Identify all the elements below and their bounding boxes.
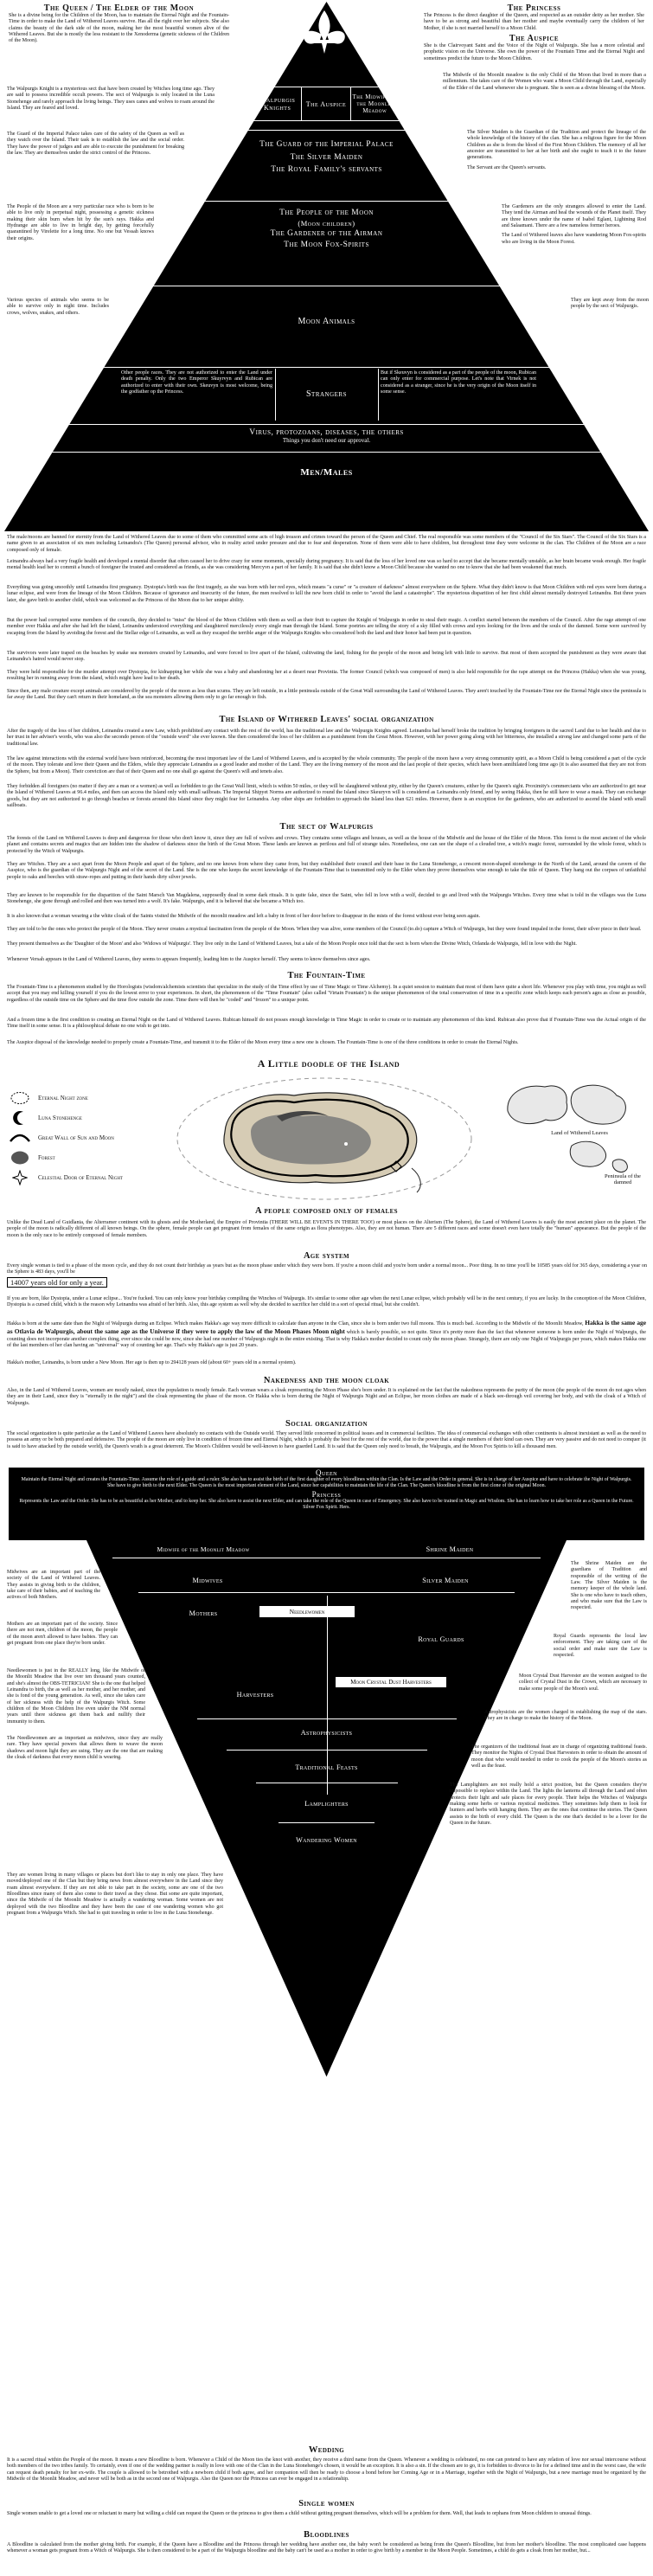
age-paragraph-1: Every single woman is tied to a phase of the moon cycle, and they do not count their birthday as years but as the moon phase under which they were born. If you're a moon child and you're born under a normal moon... Poor thing. In no time you'll be 10585 years old for 365 days, considering a year on the Sphere is 483 days, you'll be 14007 years old for only a year. — [7, 1263, 647, 1287]
celestial-door-icon — [9, 1170, 31, 1185]
panel-princess-title: Princess — [311, 1490, 342, 1500]
queen-title: The Queen / The Elder of the Moon — [43, 3, 195, 13]
walpurgis-paragraph-1: The forests of the Land on Withered Leaves is deep and dangerous for those who don't know it, since they are full of wolves and crows. They contains some villages and houses, as well as the house of the Midwife and the house of the Elder of the Moon. This forest is the most ancient of the whole planet and contains secrets and magics that are hidden into the shadow of darkness since the birth of the Great Moon. These lands are known as perilous and full of strange tales. Nonetheless, one can see the shape of a clouded tree, a witch's magic forest, surrounded by the whole forest, which is protected by the Witch of Walpurgis. — [7, 836, 646, 854]
fountain-paragraph-2: And a frozen time is the first condition to creating an Eternal Night on the Land of Withered Leaves. Rubican himself do not posses enough knowledge in Time Magic in order to create or to maintain any phenomenon of this kind. Rubican also prove that if Fountain-Time was the Actual origin of the Time itself in some sense. It is a philosophical debate no one wish to get into. — [7, 1018, 646, 1030]
men-title: Men/Males — [300, 467, 353, 478]
age-paragraph-4: Hakka's mother, Leinandra, is born under a New Moon. Her age is then up to 294128 years old (about 60+ years old in a normal system). — [7, 1360, 297, 1365]
note-traditional-feasts: The organizers of the traditional feast are in charge of organizing traditional feasts. They monitor the Nights of Crystal Dust Harvesters in order to obtain the amount of moon dust who would needed in order to cook the people of the Moon's stories as well as the feast. — [471, 1744, 647, 1769]
strangers-left-note: Other people races. They are not authorized to enter the Land under death penalty. Only the two Emperor Skuyrvyn and Rubican are authorized to enter with their own. Skeuvyn is most welcome, being the godfather op the Princess. — [121, 370, 272, 395]
walpurgis-paragraph-5: They are told to be the ones who protect the people of the Moon. They never creates a mystical fascination from the people of the Moon. When they was alive, some members of the Council (to.do) capture a Witch of Walpurgis, but they were found impaled in the forest, their silver piece in their head. — [7, 927, 642, 932]
midwife-label: The Midwife of the Moonlit Meadow — [352, 93, 398, 114]
single-women-title: Single women — [298, 2499, 355, 2509]
men-paragraph-5: The survivors were later traped on the beaches by snake sea monsters created by Leinandra, and were forced to live apart of the Island, cultivating the land, fishing for the people of the moon and being left with little to survive. But most of them accepted the punishment as they were aware that Leinandra's hatred would never stop. — [7, 651, 646, 663]
eternal-night-zone-icon — [9, 1090, 31, 1106]
label-silver-maiden: Silver Maiden — [422, 1577, 469, 1584]
island-map — [164, 1071, 484, 1201]
label-midwives: Midwives — [192, 1577, 223, 1584]
gardener-note: The Gardeners are the only strangers allowed to enter the Land. They tend the Airman and heal the wounds of the Planet itself. They are three known under the name of Isabel Eglant, Lightning Rod and Salaamani. There are a few nameless former heroes. The Land of Withered leaves also have wandering Moon Fox-spirits who are living in the Moon Forest. — [502, 204, 646, 245]
note-royal-guards: Royal Guards represents the local law enforcement. They are taking care of the social order and make sure the Law is respected. — [554, 1634, 647, 1658]
strangers-right-note: But if Skeuvyn is considered as a part of the people of the moon, Rubican can only enter for commercial purpose. Let's note that Virnek is not considered as a stranger, since he is the very origin of the Moon itself in some sense. — [381, 370, 536, 395]
moon-animals-label: Moon Animals — [298, 317, 355, 326]
lower-section — [0, 1206, 653, 2444]
auspice-title: The Auspice — [509, 33, 560, 43]
auspice-description: She is the Clairvoyant Saint and the Voice of the Night of Walpurgis. She has a more celestial and prophetic vision on the Universe. She own the power of the Fountain Time and the Eternal Night and sometimes predict the future to the Moon Children. — [424, 42, 644, 61]
age-paragraph-3: Hakka is born at the same date than the Night of Walpurgis during an Eclipse. Which makes Hakka's age way more difficult to calculate than anyone in the Clan, since she is born under two full moons. This is much bad. According to the Midwife of the Moonlit Meadow, Hakka is the same age as Otlavia de Walpurgis, about the same age as the Universe if they were to apply the law of the Moon Phases Moon night which is barely possible, so not quite. Since it's pretty more than the fact that whenever someone is born under the Night of Walpurgis, the counting does not incorporate another complex thing, ever since she could be now, since she had one number of Walpurgis night in the entire existing. That is why Hakka's mother decided to count only the moon phase. Strangely, there are only one Night of Walpurgis per years, which makes Hakka one of the last members of her clan having an "universal" way of counting her age. That's why Hakka's age is just 20 years. — [7, 1319, 646, 1349]
map-title: A Little doodle of the Island — [257, 1057, 400, 1070]
guard-label: The Guard of the Imperial Palace — [259, 140, 394, 149]
auspice-label: The Auspice — [302, 87, 350, 120]
animals-note: Various species of animals who seems to be able to survive only in night time. Includes crows, wolves, snakes, and others. — [7, 298, 109, 316]
queen-note — [9, 3, 229, 45]
age-bold-statement: Hakka is the same age as Otlavia de Walpurgis, about the same age as the Universe if they were to apply the law of the Moon Phases Moon night — [7, 1319, 646, 1336]
divider — [186, 201, 467, 202]
bloodlines-title: Bloodlines — [304, 2530, 349, 2540]
fountain-paragraph-1: The Fountain-Time is a phenomenon studied by the Horologists (wisdom/alchemists scientists that specialize in the study of the Time effect by use of Time Magic or Time Alchemy). In a quiet session to maintain that most of them have quite a short life. Whenever you play with time, you might as well accept that you may end killing yourself if you do the lowest error to your experiences. In short, the phenomenon of the "Time Fountain" (also called 'Virtain Fountain') is the unique phenomenon of the total conservation of time in a specific zone which keeps each person's ages as close as possible, regardless of the outside time on the Sphere and the time flow outside the zone. Time there will then be "coded" and "frozen" to a unique point. — [7, 985, 646, 1003]
luna-stonehenge-icon — [9, 1110, 31, 1126]
strangers-label: Strangers — [305, 389, 347, 399]
note-midwives: Midwives are an important part of the society of the Land of Withered Leaves. They assists in giving birth to the children, take care of their babies, and of teaching the actives of both Mothers. — [7, 1570, 100, 1601]
inset-maps — [497, 1076, 644, 1198]
moon-children-label: (Moon children) — [298, 218, 355, 228]
legend-celestial-door: Celestial Door of Eternal Night — [9, 1170, 123, 1185]
label-moon-crystal-harvesters: Moon Crystal Dust Harvesters — [336, 1677, 446, 1687]
virus-label: Virus, protozoans, diseases, the others — [249, 428, 404, 437]
princess-note — [424, 3, 644, 62]
note-lamplighters: The Lamplighters are not really hold a strict position, but the Queen considers they're impossible to replace within the Land. The lights the lanterns all through the Land and often protects their light and safe places for every people. Their helps the Witches of Walpurgis making some herbs or various mystical medicines. They sometimes help them to look for hunters and herbs with hanging them. They are the ones that continue the stories. The Queen assists to the birth of every child. The Queen is the one that's decided to be a lover for the Queen in the future. — [450, 1783, 647, 1826]
age-paragraph-2: If you are born, like Dystopia, under a Lunar eclipse... You're fucked. You can only know your birthday compiling the Winches of Walpurgis. It's similar to some other age when the next Lunar eclipse, which probably will be in the next century, if you are lucky. In the conception of the Moon Children, Dystopia is a cursed child, which is the reason why Leinandra was afraid of her birth. Also, this age system as well why she decided to sacrifice her child in a sort of special ritual, but she couldn't. — [7, 1296, 646, 1308]
island-organization-title: The Island of Withered Leaves' social organization — [219, 715, 434, 724]
virus-subtitle: Things you don't need our approval. — [282, 437, 371, 444]
note-moon-crystal: Moon Crystal Dust Harvester are the women assigned to the collect of Crystal Dust in the Crown, which are necessary to make some people of the Moon's soul. — [519, 1673, 647, 1692]
note-astrophysicists: Astrophysicists are the women charged in establishing the map of the stars. They are in charge to make the history of the Moon. — [484, 1710, 647, 1722]
princess-title: The Princess — [507, 3, 561, 13]
gardener-label: The Gardener of the Airman — [270, 229, 383, 239]
label-harvesters: Harvesters — [236, 1691, 274, 1699]
walpurgis-knights-label: Walpurgis Knights — [253, 87, 302, 120]
nakedness-paragraph: Also, in the Land of Withered Leaves, women are mostly naked, since the population is mostly female. Each woman wears a cloak representing the Moon Phase she's born under. It is explained on the fact that the nakedness represents the purity of the moon (the people of the moon do not ages when they are in their Land, since they is "eternally in the night") and the cloak representing the phase of the moon. Or Hakka who is born during the Night of Walpurgis Night and an Eclipse, her moon clothes are made of a black see-through veil covering her body, and with the cloak of a Witch of Walpurgis. — [7, 1388, 646, 1406]
note-wandering-women: They are women living in many villages or places but don't like to stay in only one place. They have moved/deployed one of the Clan but they bring news from almost everywhere in the Land since they roam almost everywhere. If they are not able to take part in the society, some are one of the two Bloodlines since many of them also come to their travel as they chose. But some are quite important, since the Midwife of the Moonlit Meadow is actually a wandering woman. Some women are not deployed with the two Bloodline and they have been the case of one wandering women who got pregnant from a Walpurgis Witch. She had to quit traveling in order to live in the Luna Stonehenge. — [7, 1873, 223, 1916]
midwife-note: The Midwife of the Moonlit meadow is the only Child of the Moon that lived in more than a millennium. She takes care of the Women who want a Moon Child through the Land, especially of the Elder of the Land whenever she is pregnant. She is seen as a divine blessing of the Moon. — [443, 73, 646, 91]
walpurgis-paragraph-7: Whenever Versah appears in the Land of Withered Leaves, they seems to appears frequently, leading him to the Auspice herself. They seems to know themselves since ages. — [7, 957, 371, 962]
virus-tier — [52, 428, 601, 444]
guard-note: The Guard of the Imperial Palace takes care of the safety of the Queen as well as they watch over the Island. Their task is to establish the law and the social order. They have the power of judges and are able to execute the punishment for breaking the law. They are themselves under the strict control of the Princess. — [7, 132, 184, 156]
note-mothers: Mothers are an important part of the society. Since there are not men, children of the moon, the people of the moon aren't allowed to have babies. They can get pregnant from one place they're born under. — [7, 1622, 118, 1646]
females-title: A people composed only of females — [255, 1206, 398, 1216]
people-note: The People of the Moon are a very particular race who is born to be able to live only in perpetual night, possessing a genetic sickness making their skin burn when hit by the sun's rays. Hakka and Hydrange are able to live in bright day, by getting forcefully quarantined by Virelette for a long time. No one but Vessah knows their origins. — [7, 204, 154, 241]
silver-maiden-note: The Silver Maiden is the Guardian of the Tradition and protect the lineage of the whole knowledge of the history of the clan. She has a religious figure for the Moon Children as she is from the blood of the First Moon Children. The memory of all her ancestor are transmitted to her at her birth and she ought to teach it to the future generations. The Servant are the Queen's servants. — [467, 130, 646, 170]
men-paragraph-6: They were held responsible for the murder attempt over Dystopia, for kidnapping her while she was a baby and abandoning her at a desert near Provintia. The former Council (which was composed of men) is also held responsible for the rape attempt on the Princess (Hakka) when she was young, resulting her in running away from the island, which might have lead to her death. — [7, 670, 646, 682]
men-paragraph-4: But the power had corrupted some members of the councils, they decided to "miss" the blood of the Moon Children with them as well as their fruit to capture the Knight of Walpurgis in order to steal their magic. A conflict started between the members of the Council. After the rage attempt of one member over Hakka and after she had left the island, Leinandra understood everything and slaughtered mercilessly every single man through the Island. Some poetries are telling the story of a sky filled with crows and eyes looking for the lives and the souls of the damned. Some were survived by escaping from the Island by avoiding the forest and the Stellar edge of Leinandra, as well as they escaped the terrible anger of the Walpurgis Knights who considered both the land and their honor had been put in question. — [7, 618, 646, 636]
bloodlines-paragraph: A Bloodline is calculated from the mother giving birth. For example, if the Queen have a Bloodline and the Princess through her wedding have another one, the baby won't be considered as being from the Queen's Bloodline, but from her mother's bloodline. The most complicated case happens whenever a woman gets pregnant from a Witch of Walpurgis. She is then considered to be a part of the Walpurgis bloodline and the baby can't be used as a mother in order to give birth by a member to the Moon People. Sometimes, a child do gets a cloak from her mother, but... — [7, 2542, 646, 2554]
men-paragraph-1: The male/moons are banned for eternity from the Land of Withered Leaves due to some of them who committed some acts of high treason and crimes toward the person of the Queen and Chief. The real responsible was some members of the "Council of the Six Stars". The Council of the Six Stars is a name given to an association of six men including Leinandra's (The Queen) personal advisor, who in reality acted under pressure and due to fear and desperation. None of them were able to have children, but throughout time they were welcome in the clan. The Children of the Moon are a race composed only of female. — [7, 535, 646, 553]
people-label: The People of the Moon — [279, 209, 374, 217]
walpurgis-paragraph-4: It is also known that a woman wearing a the white cloak of the Saints visited the Midwife of the moonlit meadow and left a baby in front of her door before to disappear in the mists of the forest without ever being seen again. — [7, 914, 481, 919]
walpurgis-paragraph-2: They are Witches. They are a sect apart from the Moon People and apart of the Sphere, and no one knows from where they came from, but they established their council and their base in the Luna Stonehenge, a crescent moon-shaped stonehenge in the North of the Land, around the cavern of the Auspice, who is the guardian of the Walpurgis Night and of the secret of the Land. She is the one who keeps the secret knowledge of the Fountain-Time that is transmitted only to the Elder when they prove themselves wise enough to take the title of Queen. They hang out the corpses of unfaithful people to oaks and beeches with straw-ropes and putting in their hands dirty silver jewels. — [7, 862, 646, 880]
social-organization-title: Social organization — [285, 1419, 368, 1429]
fountain-paragraph-3: The Auspice disposal of the knowledge needed to properly create a Fountain-Time, and transmit it to the Elder of the Moon every time a new one is chosen. The Fountain-Time is one of the three conditions in order to create the Eternal Nights. — [7, 1040, 519, 1045]
label-midwife-meadow: Midwife of the Moonlit Meadow — [157, 1545, 250, 1553]
divider — [275, 369, 276, 421]
divider — [225, 130, 428, 131]
men-paragraph-2: Leinandra always had a very fragile health and developed a mental disorder that often caused her to drive crazy for some moments, specially during pregnancy. It is said that the loss of her loved one was so hard to accept that she became mentally unstable, as her brain became weak enough. Her fragile mental health lead her to commit a bunch of foreigner the trusted and considered as friends, as she was considering Mercyvn a part of her family. It is said that she didn't know a Moon Child because she wanted no one to know that she had been weakened that much. — [7, 559, 646, 571]
walpurgis-paragraph-3: They are known to be responsible for the disparition of the Saint Marsch Van Magdalena, supposedly dead in some dark rituals. It is quite fake, since the Saint, who fell in love with a wolf, decided to go and lived with the Walpurgis Witches. Every time what is told in the villages was the Luna Stonehenge, she gone through and rolled and then was turned into a wolf. It's fake. Walpurgis, and it is believed that she became a Witch too. — [7, 893, 646, 905]
animals-right-note: They are kept away from the moon people by the sect of Walpurgis. — [571, 298, 649, 310]
age-highlight: 14007 years old for only a year. — [7, 1277, 107, 1288]
island-paragraph-3: They forbidden all foreigners (no matter if they are a man or a women) as well as forbidden to go the Great Wall limit, which is within 50 miles, or they will be slaughtered without pity, either by the Queen's creatures, either by the Queen's sight. Proximity's commerciants who are authorized to get near the Island of Withered Leaves at 96.4 miles, and then can access the Island only with small sailboats. The Imperial Shipyet Norms are authorized to round the Island since Skeuryvn will is considered as Leinandra only friend, and by seeing Hakka, then he still have to wear a mask. They can exchange goods, but they are not authorized to go through beaches or forests around this Island since they might fear for Leinandra. Any other ships are forbidden to approach the Island less than 621 miles. However, there is an exception for the gardeners, who are authorized to ascend the Island with small sailboats. — [7, 784, 646, 809]
label-astrophysicists: Astrophysicists — [300, 1729, 353, 1737]
men-paragraph-7: Since then, any male creature except animals are considered by the people of the moon as less than scums. They are left outside, in a little peninsula outside of the Great Wall surrounding the Land of Withered Leaves. They aren't touched by the Fountain-Time nor the Eternal Night since the peninsula is far away the Land. But they can't return in their homeland, as the sea monsters allowing them only to go far enough to fish. — [7, 689, 646, 701]
panel-queen-title: Queen — [316, 1468, 337, 1477]
servants-label: The Royal Family's servants — [271, 165, 382, 175]
females-intro: Unlike the Dead Land of Guidlania, the Alterramer continent with its ghosts and the Motherland, the Empire of Provintia (THERE WILL BE EVENTS IN THERE TOO!) or most places on the Alterism (The Sphere), the Land of Withered Leaves is easily the most ancient place on the planet. The people of the moon is radically different of all known beings. On the sphere, female people can get pregnant from females of the same origin as flora phenotypes. Also, they are not human. There are 5 different races and some doesn't even have totally the "human" appearance. But the people of the moon is the only race to be entirely composed of female members. — [7, 1220, 646, 1238]
wedding-paragraph: It is a sacred ritual within the People of the moon. It means a new Bloodline is born. Whenever a Child of the Moon ties the knot with another, they receive a third name from the Queen. Whenever a wedding is celebrated, no one can pretend to have any relation of love nor sexual intercourse without both members of the two tribes family. To certainly, even if one of the wedding partner is really in love with one of the Clan in the Luna Stonehenge's chosen, it would be an exception. It is also a sin. If the chosen are to go, it is forbidden to divorce to lie for a defined time and in the worst case, the wife can request death penalty for her ex-wife. The couple is allowed to be betrothed with a newborn child if both agree, and her companion will then be ready to choose a bond before her Coming Age or in a Marriage, together with the Night of Walpurgis, but a new marriage must be organized by the Midwife of the Moonlit Meadow, and never will be both as in the second one of Walpurgis. Also the Queen nor the Princess can ever be engaged in a relationship. — [7, 2457, 646, 2483]
great-wall-icon — [9, 1130, 31, 1146]
forest-icon — [9, 1150, 31, 1166]
tier-guard-maiden-servants — [216, 138, 437, 177]
men-paragraph-3: Everything was going smoothly until Leinandra first pregnancy. Dystopia's birth was the first tragedy, as she was born with her red eyes, which means "a curse" or "a creature of darkness" almost everywhere on the Sphere. What they didn't know is that Moon Children with red eyes were born during a lunar eclipse, and were from the lineage of the Moon Children. Because of ignorance and insecurity of the future, the men resolved to kill the new born child in order to "avoid the land a catastrophe". The mysterious disparition of her first child almost mentally destroyed Leinandra. But three years later, she gave birth to another child, which was welcomed as the Princess of the Moon due to her unique ability. — [7, 585, 646, 603]
top-roles-row — [253, 87, 400, 121]
legend-great-wall: Great Wall of Sun and Moon — [9, 1130, 114, 1146]
legend-luna-stonehenge: Luna Stonehenge — [9, 1110, 82, 1126]
wedding-title: Wedding — [308, 2445, 345, 2455]
label-lamplighters: Lamplighters — [304, 1800, 349, 1808]
island-paragraph-1: After the tragedy of the loss of her children, Leinandra created a new Law, which prohibited any contact with the rest of the world, has the traditional law and the Walpurgis Knights agreed. Leinandra had herself broke the tradition by bringing foreigners in the sacred Land due to her health and due to her trust in her adviser's words, who was also the secondo person of the "outside word" she ever known. She then considered the loss of her children as a punishment from the Great Moon. However, with her power going along with her bitterness, she installed a strong law and changed some parts of the traditional law. — [7, 729, 646, 747]
label-wandering-women: Wandering Women — [296, 1836, 357, 1844]
legend-eternal-night: Eternal Night zone — [9, 1090, 88, 1106]
princess-description: The Princess is the direct daughter of the Queen, and respected as an outsider deity as her mother. She have to be as strong and beautiful than her mother and maybe eventually carry the children of her Mother, if she is not married herself to a Moon Child. — [424, 13, 644, 31]
tier-people — [182, 208, 471, 251]
divider — [378, 369, 379, 421]
label-needlewomen: Needlewomen — [259, 1606, 355, 1617]
walpurgis-title: The sect of Walpurgis — [279, 822, 374, 832]
divider — [86, 367, 567, 368]
label-royal-guards: Royal Guards — [418, 1635, 464, 1643]
age-system-title: Age system — [303, 1251, 350, 1261]
walpurgis-paragraph-6: They present themselves as the 'Daughter of the Moon' and also 'Widows of Walpurgis'. They live only in the Land of Withered Leaves, but a tale of the Moon People once told that the sect is born when the Divine Witch, Orlanda de Walpurgis, fell in love with the Night. — [7, 941, 577, 947]
silver-maiden-label: The Silver Maiden — [290, 152, 363, 162]
panel-queen-text: Maintain the Eternal Night and creates the Fountain-Time. Assume the role of a guide and a ruler. She also has to assist the birth of the first daughter of every bloodlines within the Clan. Is the Law and the Order in general. She is in charge of her Auspice and have to celebrate the Night of Walpurgis. She have to give birth to the next Elder. The Queen is the most important element of the Land, since her capabilities to maintain the life of the Clan. The Queen's bloodline is from the first clone of the original Moon. — [21, 1477, 632, 1489]
note-needlewomen-long: Needlewomen is just in the REALLY long, like the Midwife of the Moonlit Meadow that live over ten thousand years counted, and she's almost the OBS-TETRICIAN! She is the one that helped Leinandra to birth, the as well as her mother, and her mother, and she is fond of the young generation. As well, since she takes care of her sickness with the help of the Walpurgis Witch. Some children of the Moon Children live even under the NM normal years until there sickness get them back and nullify their immunity to them. — [7, 1668, 145, 1725]
inset-land-label: Land of Withered Leaves — [551, 1130, 608, 1136]
fleur-de-lis-icon — [285, 9, 363, 55]
single-women-paragraph: Single women unable to get a loved one or reluctant to marry but willing a child can request the Queen or the princess to give them a child without getting pregnant themselves, which will be a problem for them. Well, that leads to orphans from Moon children to unusual things. — [7, 2511, 592, 2516]
note-needlewomen: The Needlewomen are as important as midwives, since they are really rare. They have special powers that allows them to weave the moon shadows and moon light they are using. They are the one that are making the cloak of darkness that every moon child is wearing. — [7, 1736, 163, 1760]
divider — [30, 452, 623, 453]
note-shrine-maiden: The Shrine Maiden are the guardians of Tradition and responsible of the writing of the Law. The Silver Maiden is the memory keeper of the whole land. She is one who have to teach others, and who make sure that the Law is respected. — [571, 1561, 647, 1611]
nakedness-title: Nakedness and the moon cloak — [263, 1376, 390, 1385]
label-mothers: Mothers — [189, 1609, 218, 1617]
panel-princess-text: Represents the Law and the Order. She has to be as beautiful as her Mother, and to keep her. She also have to assist the next Elder, and can take the role of the Queen in case of Emergency. She also have to be trained in Magic and Wisdom. She has to learn how to take her role as a Queen in the Future. Silver Fox Spirit. Hers. — [19, 1499, 634, 1511]
label-shrine-maiden: Shrine Maiden — [426, 1545, 474, 1553]
island-paragraph-2: The law against interactions with the external world have been reinforced, becoming the most important law of the Land of Withered Leaves, and is accepted by the whole community. The people of the moon have a very strong community spirit, as a Moon Child is being considered a part of the cycle of the moon. They tolerate and love their Queen and the Elders, while they appreciate Leinandra as a good leader and mother of the Land. They are the living memory of the moon and the last people of their species, which have been annihilated long time ago (it is also assumed that they are not from the Sphere, but from a Moon). Their conviction are that of their Queen and no one shall go against the Queen's will and tenets also. — [7, 756, 646, 774]
divider — [52, 424, 601, 425]
social-organization-paragraph: The social organization is quite particular as the Land of Withered Leaves have absolutely no contacts with the Outside world. They served little concerned in political issues and in commercial facilities. The idea of commercial exchanges with other continents is almost inexistant as well as the need to possess an army or be both prepared and defensive. The people of the moon are only live in condition of frozen time and Eternal Night, which is probably the best for the rest of the world, due to the power that a single members of their kind can own. They are very passive and do not need to conquer (it is said to have attacked by the outside world), the Queen's wrath is a great deterrent. The Moon's Children would be well-known to have guarded Land. It is said that the Queen only need to breath, the Walpurgis, and the Moon Fox Spirits to kill a thousand men. — [7, 1431, 646, 1449]
fox-spirits-label: The Moon Fox-Spirits — [284, 241, 369, 250]
inset-peninsula-label: Peninsula of the damned — [605, 1173, 641, 1185]
legend-forest: Forest — [9, 1150, 55, 1166]
queen-description: She is a divine being for the Children of the Moon, has to maintain the Eternal Night and the Fountain-Time in order to make the Land of Withered Leaves survive. Has all the right over her subjects. She also claims the beauty of the dark side of the moon, making her the most beautiful women alive of the Withered Leaves. But she is mostly the less resistant to the Xenoderma (genetic sickness of the Children of the Moon). — [9, 13, 229, 44]
queen-princess-panel — [9, 1468, 644, 1540]
label-traditional-feasts: Traditional Feasts — [295, 1763, 358, 1771]
walpurgis-knights-note: The Walpurgis Knight is a mysterious sect that have been created by Witches long time ago. They are said to possess incredible occult powers. The sect of Walpurgis is only located in the Luna Stonehenge and rarely approach the living beings. They uses canes and wolves to roam around the Island. They are feared and loved. — [7, 87, 214, 111]
fountain-title: The Fountain-Time — [287, 971, 366, 980]
